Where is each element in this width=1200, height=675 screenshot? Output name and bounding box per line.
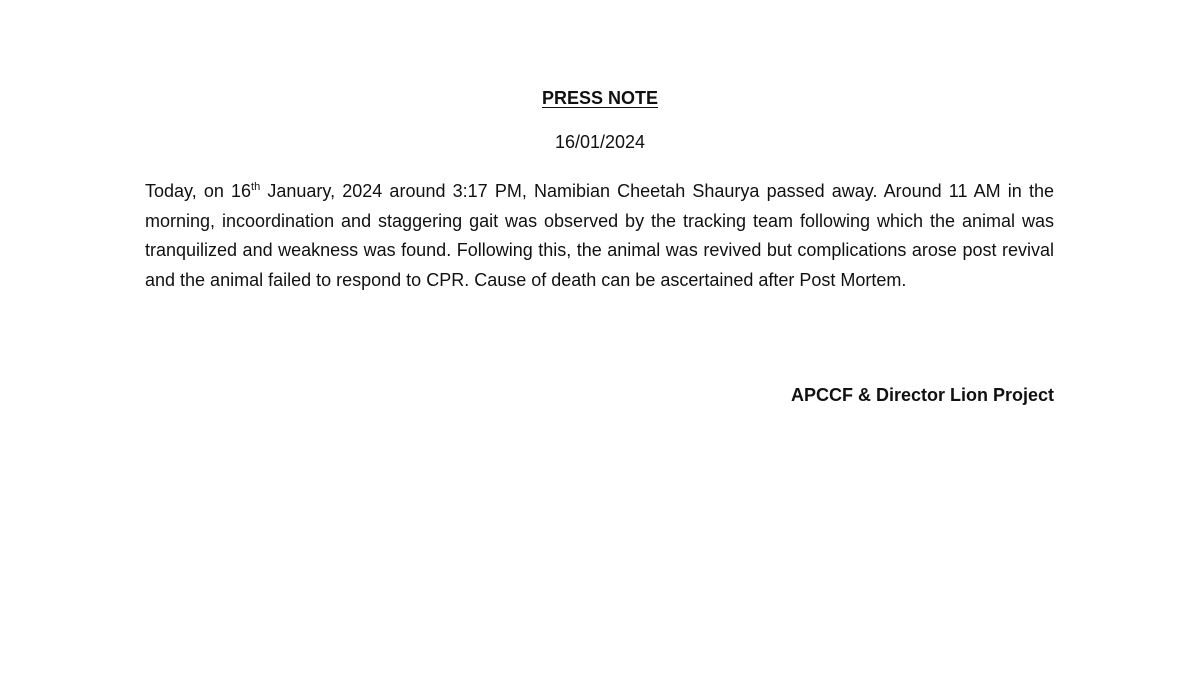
- page-title: PRESS NOTE: [541, 88, 659, 108]
- press-note-date: 16/01/2024: [554, 132, 646, 152]
- signature: APCCF & Director Lion Project: [790, 385, 1054, 405]
- body-text: January, 2024 around 3:17 PM, Namibian Cheetah Shaurya passed away. Around 11 AM in the morning, incoordination and staggering gait was observed by the tracking team following which the animal was tranquilized and weakness was found. Following this, the animal was revived but complications arose post revival and the animal failed to respond to CPR. Cause of death can be ascertained after Post Mortem.: [145, 181, 1054, 290]
- body-intro: Today, on 16: [145, 181, 252, 201]
- ordinal-suffix: th: [251, 181, 261, 193]
- press-note-body: [145, 177, 1054, 295]
